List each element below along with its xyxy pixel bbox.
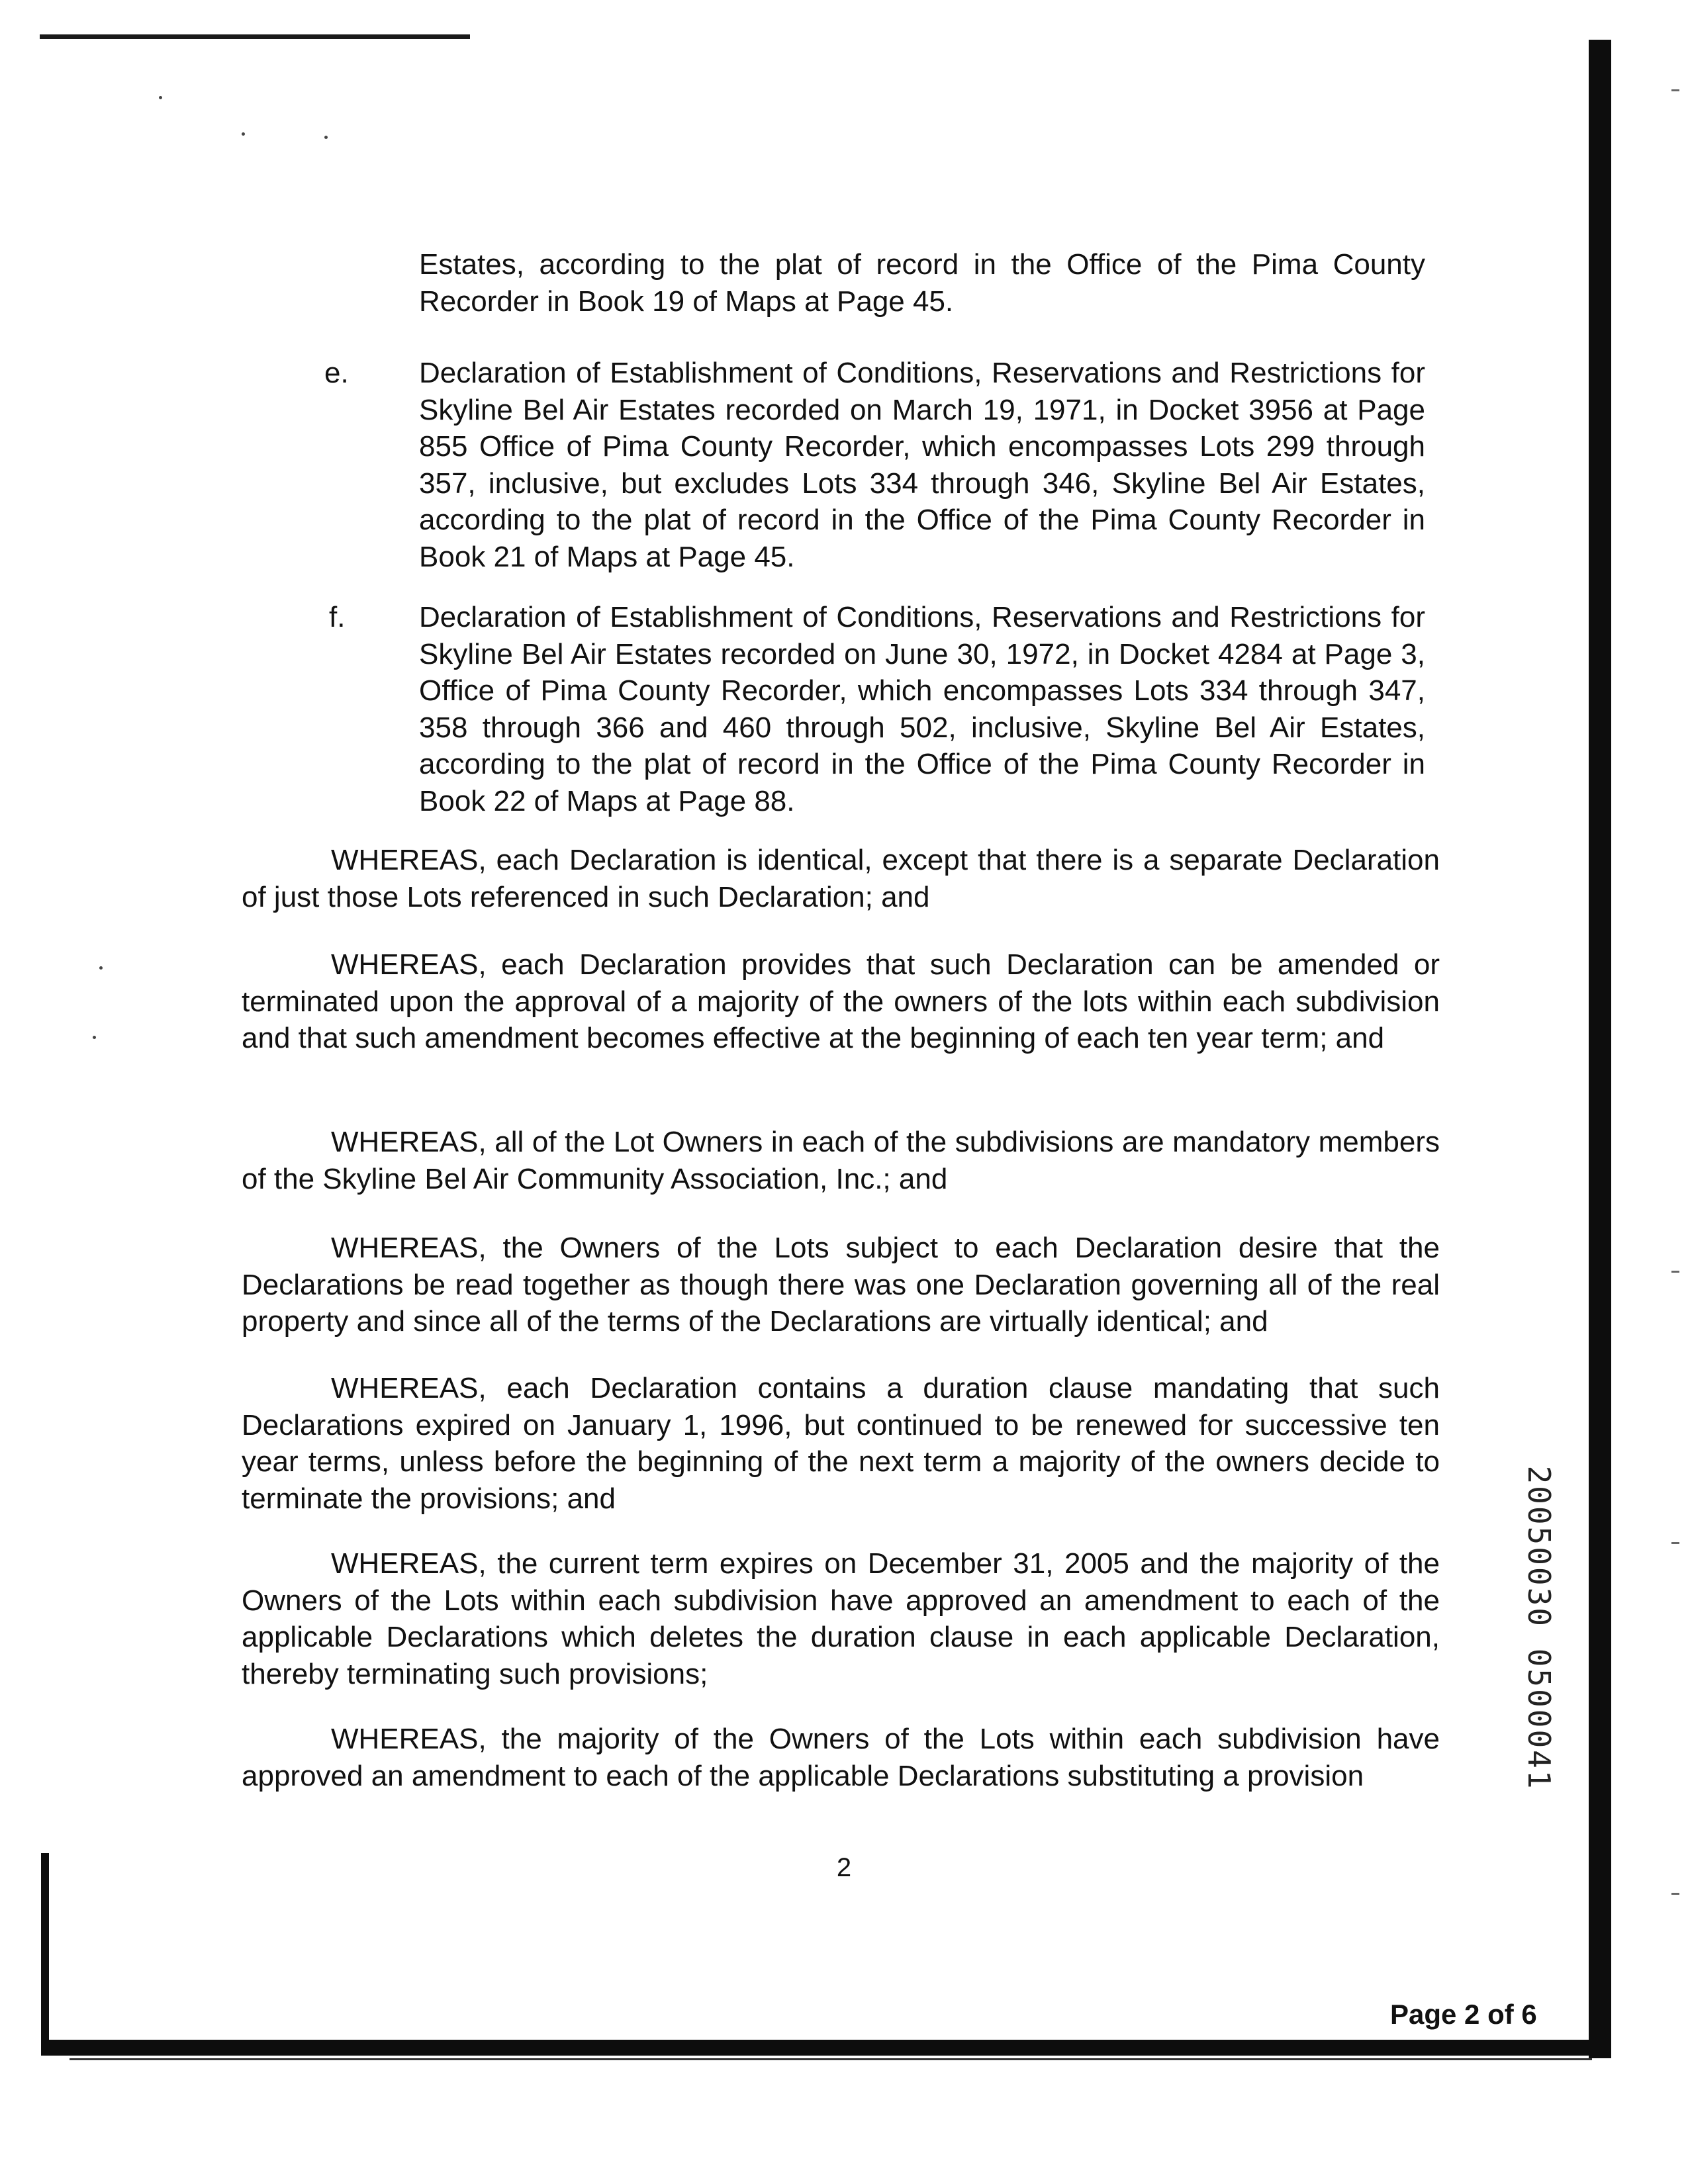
scan-speck	[99, 966, 103, 970]
whereas-paragraph-1	[242, 842, 1440, 915]
whereas-text: WHEREAS, the majority of the Owners of the Lots within each subdivision have approved an amendment to each of the applicable Declarations substituting a provision	[242, 1723, 1440, 1792]
list-item-f	[419, 599, 1425, 819]
whereas-text: WHEREAS, each Declaration provides that such Declaration can be amended or terminated upon the approval of a majority of the owners of the lots within each subdivision and that such amendment becomes effective at the beginning of each ten year term; and	[242, 948, 1440, 1054]
scan-edge-mark	[1671, 1271, 1679, 1273]
scan-speck	[324, 136, 328, 139]
whereas-paragraph-5	[242, 1370, 1440, 1517]
scan-speck	[93, 1036, 96, 1039]
scan-top-rule	[40, 34, 470, 39]
whereas-text: WHEREAS, all of the Lot Owners in each of the subdivisions are mandatory members of the Skyline Bel Air Community Association, Inc.; and	[242, 1126, 1440, 1195]
list-marker-e: e.	[324, 357, 349, 389]
whereas-paragraph-6	[242, 1545, 1440, 1692]
list-item-f-text: Declaration of Establishment of Conditions, Reservations and Restrictions for Skyline Bel Air Estates recorded on June 30, 1972, in Docket 4284 at Page 3, Office of Pima County Recorder, which encompasses Lots 334 through 347, 358 through 366 and 460 through 502, inclusive, Skyline Bel Air Estates, according to the plat of record in the Office of the Pima County Recorder in Book 22 of Maps at Page 88.	[419, 601, 1425, 817]
scan-left-border	[41, 1853, 49, 2052]
whereas-text: WHEREAS, the current term expires on December 31, 2005 and the majority of the Owners of the Lots within each subdivision have approved an amendment to each of the applicable Declarations which deletes the duration clause in each applicable Declaration, thereby terminating such provisions;	[242, 1547, 1440, 1690]
page-number: 2	[836, 1853, 852, 1882]
whereas-paragraph-4	[242, 1230, 1440, 1340]
scan-speck	[159, 96, 162, 99]
recording-number-text: 20050030 0500041	[1521, 1465, 1557, 1791]
scan-edge-mark	[1671, 1893, 1679, 1895]
scan-bottom-border	[41, 2040, 1611, 2056]
whereas-text: WHEREAS, each Declaration contains a duration clause mandating that such Declarations expired on January 1, 1996, but continued to be renewed for successive ten year terms, unless before the beginning of the next term a majority of the owners decide to terminate the provisions; and	[242, 1372, 1440, 1515]
whereas-paragraph-2	[242, 946, 1440, 1057]
whereas-text: WHEREAS, the Owners of the Lots subject to each Declaration desire that the Declarations be read together as though there was one Declaration governing all of the real property and since all of the terms of the Declarations are virtually identical; and	[242, 1232, 1440, 1338]
scan-bottom-line	[70, 2058, 1592, 2060]
scan-right-border	[1589, 40, 1611, 2058]
scan-edge-mark	[1671, 89, 1679, 91]
whereas-paragraph-7	[242, 1721, 1440, 1794]
whereas-paragraph-3	[242, 1124, 1440, 1197]
scan-edge-mark	[1671, 1542, 1679, 1544]
list-item-e	[419, 355, 1425, 575]
list-item-e-text: Declaration of Establishment of Conditions, Reservations and Restrictions for Skyline Bel Air Estates recorded on March 19, 1971, in Docket 3956 at Page 855 Office of Pima County Recorder, which encompasses Lots 299 through 357, inclusive, but excludes Lots 334 through 346, Skyline Bel Air Estates, according to the plat of record in the Office of the Pima County Recorder in Book 21 of Maps at Page 45.	[419, 357, 1425, 573]
continuation-paragraph	[419, 246, 1425, 320]
continuation-text: Estates, according to the plat of record in the Office of the Pima County Recorder in Book 19 of Maps at Page 45.	[419, 248, 1425, 318]
list-marker-f: f.	[329, 601, 346, 633]
whereas-text: WHEREAS, each Declaration is identical, except that there is a separate Declaration of just those Lots referenced in such Declaration; and	[242, 844, 1440, 913]
recording-number-stamp	[1516, 1465, 1562, 1791]
scan-speck	[242, 132, 245, 136]
page-count-label: Page 2 of 6	[1390, 1999, 1537, 2030]
